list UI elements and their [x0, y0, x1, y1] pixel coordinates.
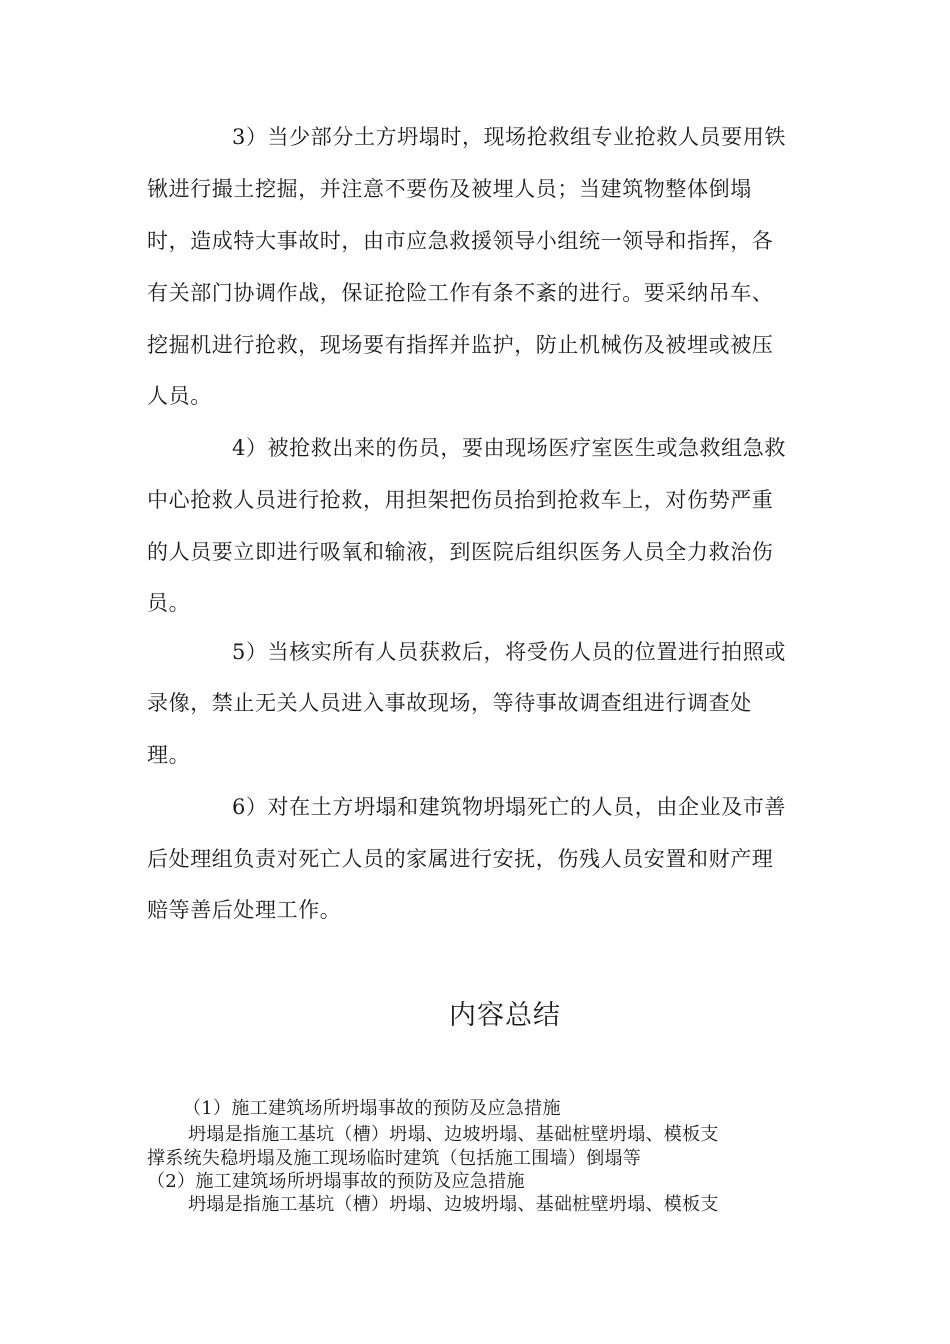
paragraph-line: 5）当核实所有人员获救后，将受伤人员的位置进行拍照或 — [232, 640, 786, 664]
paragraph-line: 录像，禁止无关人员进入事故现场，等待事故调查组进行调查处 — [147, 691, 752, 715]
paragraph-line: 中心抢救人员进行抢救，用担架把伤员抬到抢救车上，对伤势严重 — [147, 488, 774, 512]
paragraph-line: 锹进行撮土挖掘，并注意不要伤及被埋人员；当建筑物整体倒塌 — [147, 177, 752, 201]
paragraph-line: 有关部门协调作战，保证抢险工作有条不紊的进行。要采纳吊车、 — [147, 281, 774, 305]
paragraph-line: 员。 — [147, 591, 191, 615]
paragraph-line: 的人员要立即进行吸氧和输液，到医院后组织医务人员全力救治伤 — [147, 540, 774, 564]
summary-heading-2: （2）施工建筑场所坍塌事故的预防及应急措施 — [147, 1171, 525, 1192]
paragraph-line: 挖掘机进行抢救，现场要有指挥并监护，防止机械伤及被埋或被压 — [147, 333, 774, 357]
summary-text-line: 撑系统失稳坍塌及施工现场临时建筑（包括施工围墙）倒塌等 — [147, 1148, 642, 1169]
paragraph-line: 时，造成特大事故时，由市应急救援领导小组统一领导和指挥，各 — [147, 229, 774, 253]
paragraph-line: 6）对在土方坍塌和建筑物坍塌死亡的人员，由企业及市善 — [232, 795, 786, 819]
paragraph-line: 赔等善后处理工作。 — [147, 898, 342, 922]
summary-title: 内容总结 — [449, 1000, 561, 1031]
paragraph-line: 后处理组负责对死亡人员的家属进行安抚，伤残人员安置和财产理 — [147, 847, 774, 871]
paragraph-line: 人员。 — [147, 384, 212, 408]
paragraph-line: 3）当少部分土方坍塌时，现场抢救组专业抢救人员要用铁 — [232, 125, 786, 149]
summary-text-line: 坍塌是指施工基坑（槽）坍塌、边坡坍塌、基础桩壁坍塌、模板支 — [188, 1124, 719, 1145]
paragraph-line: 4）被抢救出来的伤员，要由现场医疗室医生或急救组急救 — [232, 436, 786, 460]
summary-text-line: 坍塌是指施工基坑（槽）坍塌、边坡坍塌、基础桩壁坍塌、模板支 — [188, 1194, 719, 1215]
summary-heading-1: （1）施工建筑场所坍塌事故的预防及应急措施 — [183, 1098, 561, 1119]
paragraph-line: 理。 — [147, 743, 191, 767]
